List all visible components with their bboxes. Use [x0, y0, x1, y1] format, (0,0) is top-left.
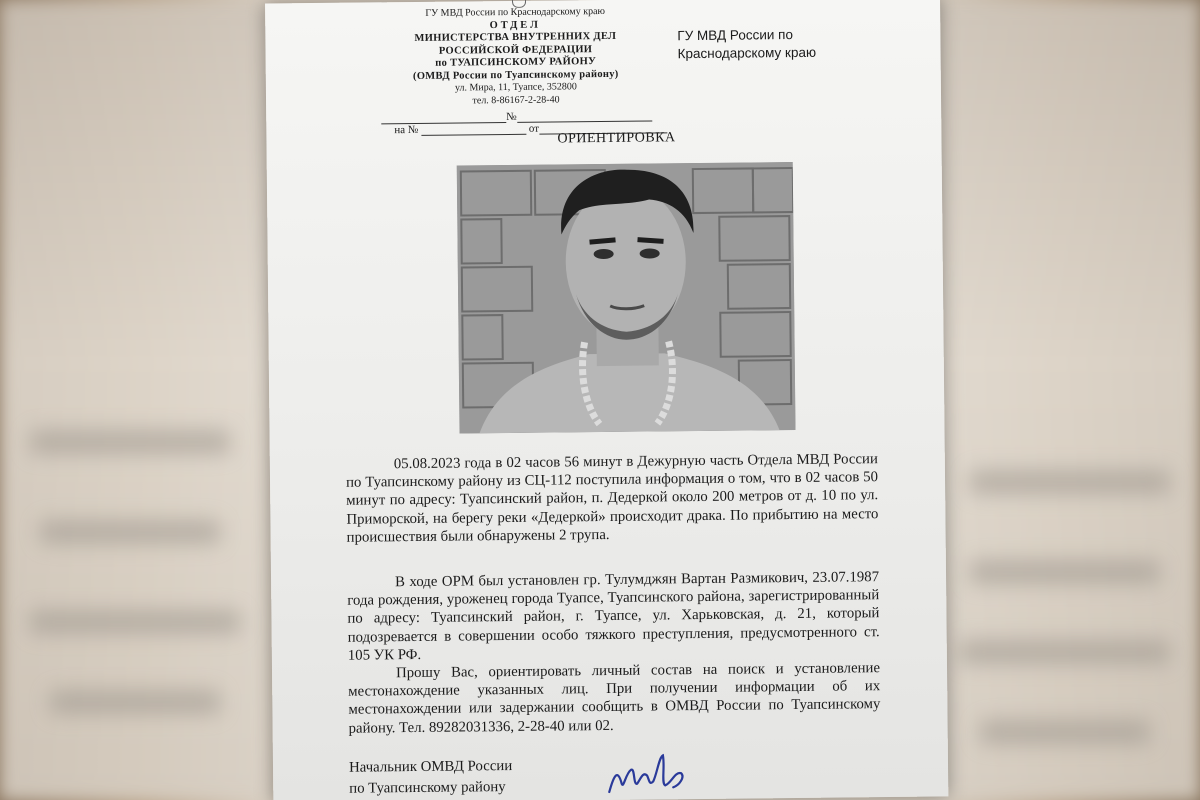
- suspect-paragraph: В ходе ОРМ был установлен гр. Тулумджян Вартан Размикович, 23.07.1987 года рождения, уроженец города Туапсе, Туапсинского района, зарегистрированный по адресу: Туапсинский район, г. Туапсе, ул. Харьковская, д. 21, который подозревается в совершении особо тяжкого преступления, предусмотренного ст. 105 УК РФ.: [347, 569, 880, 664]
- document-title: ОРИЕНТИРОВКА: [557, 130, 676, 147]
- agency-line: ГУ МВД России по Краснодарскому краю: [425, 5, 606, 19]
- blurred-text-left: [30, 610, 240, 634]
- ministry-line: МИНИСТЕРСТВА ВНУТРЕННИХ ДЕЛ: [414, 30, 617, 44]
- blurred-text-left: [40, 520, 220, 544]
- district-line: по ТУАПСИНСКОМУ РАЙОНУ: [435, 56, 597, 69]
- blurred-background-left: [0, 0, 270, 800]
- number-label: №: [506, 110, 517, 124]
- signatory-title: Начальник ОМВД России: [348, 757, 513, 776]
- signatory-title: по Туапсинскому району: [349, 779, 506, 797]
- date-label: от: [528, 122, 540, 135]
- blurred-text-left: [50, 690, 220, 714]
- suspect-photo-icon: [457, 162, 796, 434]
- handwritten-signature: [603, 747, 694, 800]
- request-paragraph: Прошу Вас, ориентировать личный состав на поиск и установление местонахождение указанных лиц. При получении информации об их местонахождении или задержании сообщить в ОМВД России по Туапсинскому району. Тел. 89282031336, 2-28-40 или 02.: [348, 660, 881, 737]
- recipient-block: [677, 26, 837, 64]
- recipient-line: ГУ МВД России по: [677, 27, 794, 44]
- incident-paragraph: 05.08.2023 года в 02 часов 56 минут в Дежурную часть Отдела МВД России по Туапсинскому району из СЦ-112 поступила информация о том, что в 02 часов 50 минут по адресу: Туапсинский район, п. Дедеркой около 200 метров от д. 10 по ул. Приморской, на берегу реки «Дедеркой» происходит драка. По прибытию на место происшествия были обнаружены 2 трупа.: [345, 451, 879, 546]
- blurred-text-right: [960, 640, 1170, 664]
- dept-word: ОТДЕЛ: [489, 19, 542, 31]
- body-paragraph-3: [348, 659, 881, 737]
- document-sheet: [265, 0, 948, 800]
- short-name: (ОМВД России по Туапсинскому району): [412, 68, 619, 82]
- blurred-background-right: [930, 0, 1200, 800]
- recipient-line: Краснодарскому краю: [677, 44, 817, 62]
- signature-icon: [603, 747, 694, 800]
- blurred-text-left: [30, 430, 230, 454]
- body-paragraph-2: [347, 568, 880, 665]
- letterhead: [375, 5, 656, 108]
- blurred-text-right: [970, 470, 1170, 494]
- suspect-photo: [457, 162, 796, 434]
- ministry-line: РОССИЙСКОЙ ФЕДЕРАЦИИ: [438, 43, 593, 57]
- blurred-text-right: [980, 720, 1150, 744]
- phone-line: тел. 8-86167-2-28-40: [472, 93, 560, 106]
- blurred-text-right: [970, 560, 1160, 584]
- answer-number-label: на №: [394, 123, 419, 137]
- signature-block: [349, 756, 513, 800]
- address-line: ул. Мира, 11, Туапсе, 352800: [454, 81, 577, 94]
- body-paragraph-1: [346, 450, 879, 547]
